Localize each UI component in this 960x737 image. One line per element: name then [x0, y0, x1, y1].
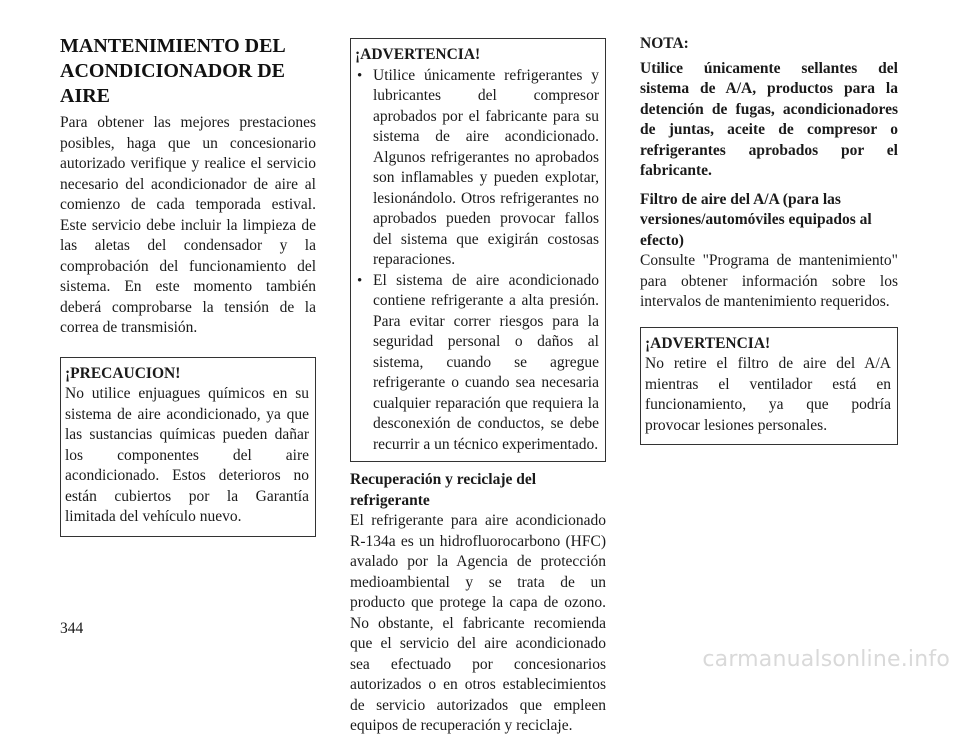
caution-heading: ¡PRECAUCION!: [65, 364, 181, 382]
section-title: MANTENIMIENTO DEL ACONDICIONADOR DE AIRE: [60, 35, 286, 107]
warning-box-2: [640, 327, 898, 446]
column-middle: [350, 38, 606, 737]
warning-heading: ¡ADVERTENCIA!: [355, 46, 481, 63]
note-block: [640, 34, 898, 182]
filter-text: Consulte "Programa de mantenimiento" para obtener información sobre los intervalos de mantenimiento requeridos.: [640, 252, 898, 310]
caution-box: [60, 357, 316, 537]
page-number: 344: [60, 620, 84, 637]
intro-paragraph: Para obtener las mejores prestaciones posibles, haga que un concesionario autorizado verifique y realice el servicio necesario del acondicionador de aire al comienzo de cada temporada estival. Este servicio debe incluir la limpieza de las aletas del condensador y la comprobación del funcionamiento del sistema. En este momento también deberá comprobarse la tensión de la correa de transmisión.: [60, 114, 316, 336]
warning-item: • Utilice únicamente refrigerantes y lubricantes del compresor aprobados por el fabricante para su sistema de aire acondicionado. Algunos refrigerantes no aprobados son inflamables y pueden explotar, lesionándolo. Otros refrigerantes no aprobados pueden provocar fallos del sistema que exigirán costosas reparaciones.: [355, 66, 599, 271]
column-left: [60, 34, 316, 537]
warning-item: • El sistema de aire acondicionado contiene refrigerante a alta presión. Para evitar correr riesgos para la seguridad personal o daños al sistema, cuando se agregue refrigerante o cuando sea necesaria cualquier reparación que requiera la desconexión de conductos, se debe recurrir a un técnico experimentado.: [355, 271, 599, 456]
recovery-heading: Recuperación y reciclaje del refrigerante: [350, 471, 537, 509]
warning-text-2: No retire el filtro de aire del A/A mientras el ventilador está en funcionamiento, ya que podría provocar lesiones personales.: [645, 355, 891, 434]
watermark: carmanualsonline.info: [702, 647, 950, 672]
note-text: Utilice únicamente sellantes del sistema de A/A, productos para la detención de fugas, acondicionadores de juntas, aceite de compresor o refrigerantes aprobados por el fabricante.: [640, 59, 898, 179]
warning-box: [350, 38, 606, 462]
warning-heading-2: ¡ADVERTENCIA!: [645, 334, 771, 352]
filter-heading: Filtro de aire del A/A (para las versiones/automóviles equipados al efecto): [640, 190, 872, 249]
column-right: [640, 34, 898, 445]
recovery-text: El refrigerante para aire acondicionado R-134a es un hidrofluorocarbono (HFC) avalado por la Agencia de protección medioambiental y se trata de un producto que protege la capa de ozono. No obstante, el fabricante recomienda que el servicio del aire acondicionado sea efectuado por concesionarios autorizados o en otros establecimientos de servicio autorizados que empleen equipos de recuperación y reciclaje.: [350, 512, 606, 734]
note-label: NOTA:: [640, 35, 689, 52]
warning-list: [355, 66, 599, 456]
caution-text: No utilice enjuagues químicos en su sistema de aire acondicionado, ya que las sustancias químicas pueden dañar los componentes del aire acondicionado. Estos deterioros no están cubiertos por la Garantía limitada del vehículo nuevo.: [65, 385, 309, 525]
